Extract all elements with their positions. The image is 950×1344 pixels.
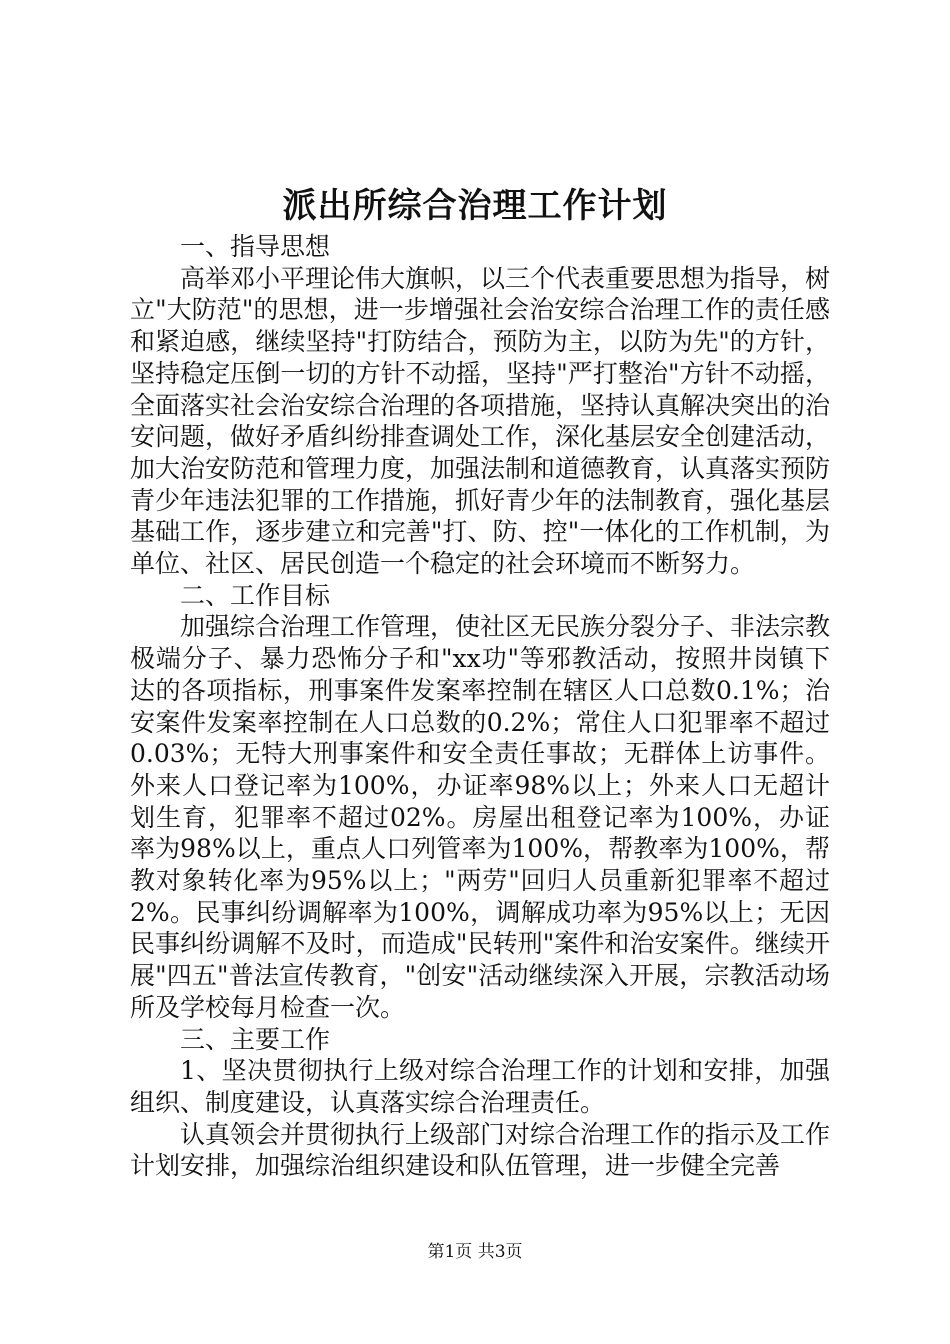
document-title: 派出所综合治理工作计划 xyxy=(282,186,668,226)
document-body xyxy=(130,231,830,1182)
section-heading-main-work: 三、主要工作 xyxy=(180,1024,331,1054)
paragraph-main-work-item-1: 1、坚决贯彻执行上级对综合治理工作的计划和安排，加强组织、制度建设，认真落实综合治理责任。 xyxy=(130,1056,830,1117)
paragraph-main-work-detail: 认真领会并贯彻执行上级部门对综合治理工作的指示及工作计划安排，加强综治组织建设和队伍管理，进一步健全完善 xyxy=(130,1119,831,1181)
paragraph-guiding-ideology: 高举邓小平理论伟大旗帜，以三个代表重要思想为指导，树立"大防范"的思想，进一步增强社会治安综合治理工作的责任感和紧迫感，继续坚持"打防结合，预防为主，以防为先"的方针，坚持稳定压倒一切的方针不动摇，坚持"严打整治"方针不动摇，全面落实社会治安综合治理的各项措施，坚持认真解决突出的治安问题，做好矛盾纠纷排查调处工作，深化基层安全创建活动，加大治安防范和管理力度，加强法制和道德教育，认真落实预防青少年违法犯罪的工作措施，抓好青少年的法制教育，强化基层基础工作，逐步建立和完善"打、防、控"一体化的工作机制，为单位、社区、居民创造一个稳定的社会环境而不断努力。 xyxy=(130,263,831,579)
section-heading-guiding-ideology: 一、指导思想 xyxy=(180,232,331,261)
paragraph-work-goals: 加强综合治理工作管理，使社区无民族分裂分子、非法宗教极端分子、暴力恐怖分子和"xx功"等邪教活动，按照井岗镇下达的各项指标，刑事案件发案率控制在辖区人口总数0.1%；治安案件发案率控制在人口总数的0.2%；常住人口犯罪率不超过0.03%；无特大刑事案件和安全责任事故；无群体上访事件。外来人口登记率为100%，办证率98%以上；外来人口无超计划生育，犯罪率不超过02%。房屋出租登记率为100%，办证率为98%以上，重点人口列管率为100%，帮教率为100%，帮教对象转化率为95%以上；"两劳"回归人员重新犯罪率不超过2%。民事纠纷调解率为100%，调解成功率为95%以上；无因民事纠纷调解不及时，而造成"民转刑"案件和治安案件。继续开展"四五"普法宣传教育，"创安"活动继续深入开展，宗教活动场所及学校每月检查一次。 xyxy=(130,612,831,1022)
page-footer: 第1页 共3页 xyxy=(427,1242,523,1262)
section-heading-work-goals: 二、工作目标 xyxy=(180,580,331,610)
